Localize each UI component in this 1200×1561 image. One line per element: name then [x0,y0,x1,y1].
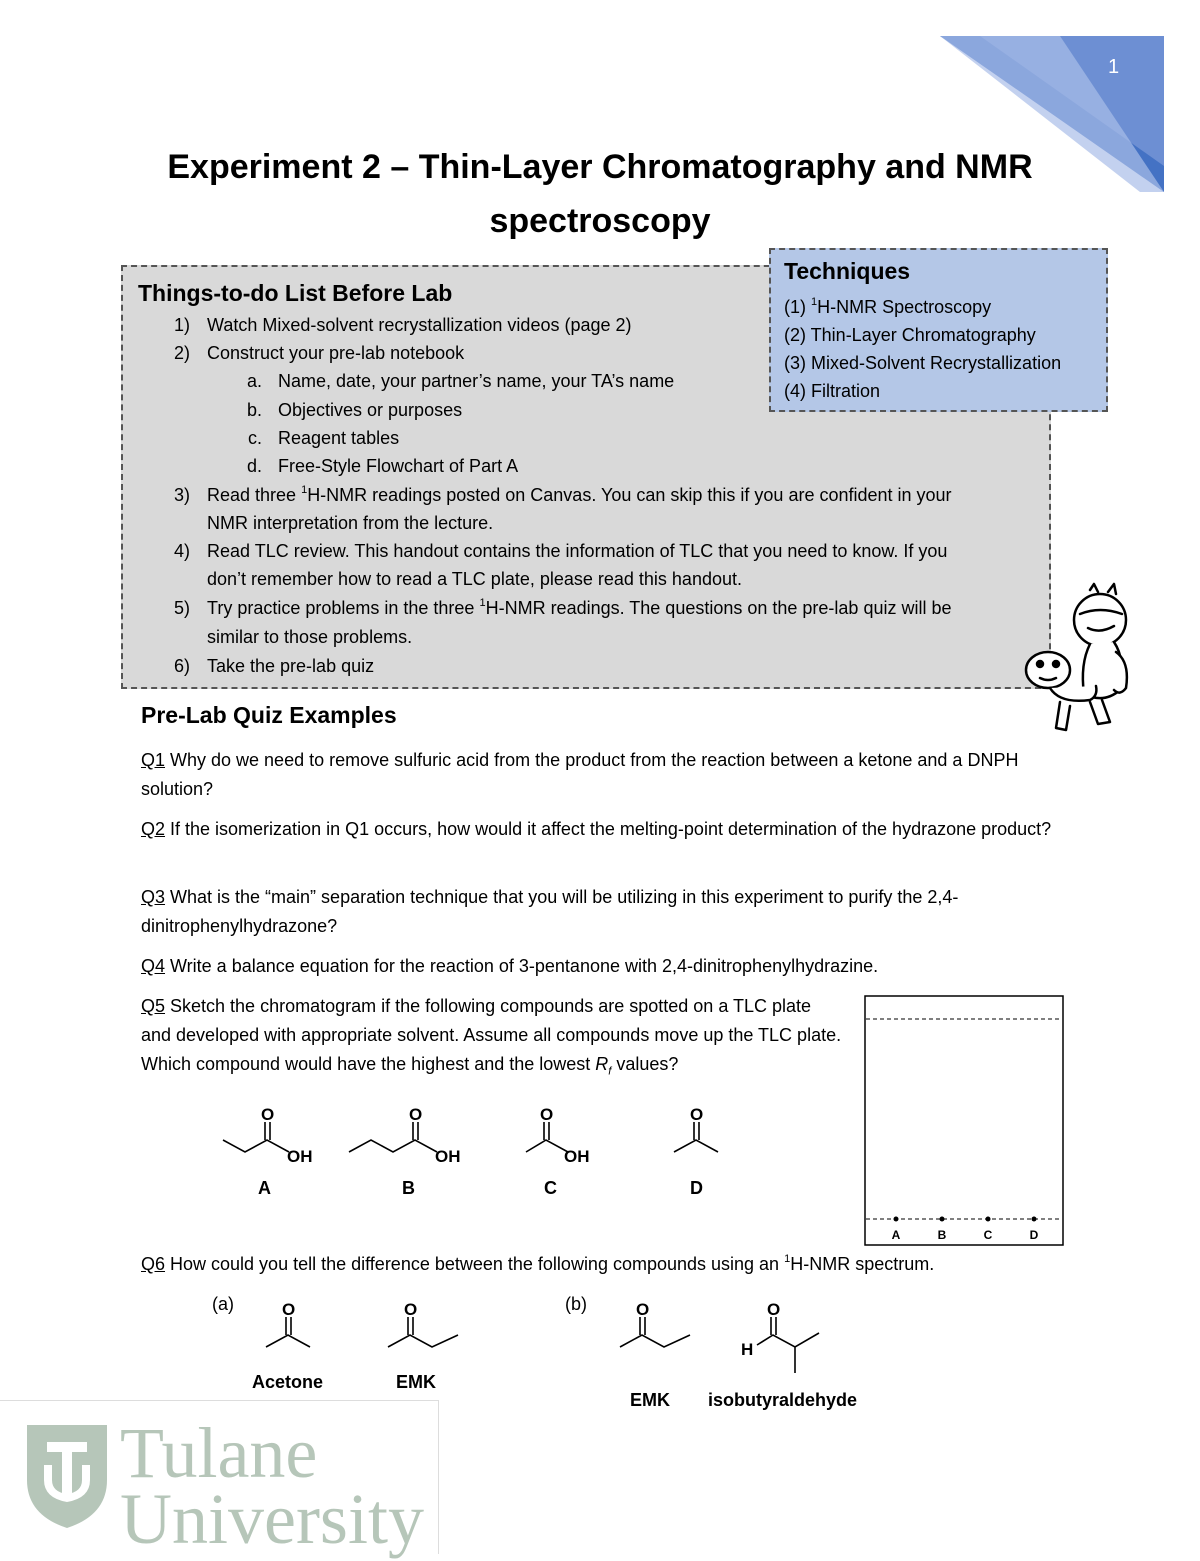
svg-text:O: O [409,1105,423,1124]
todo-subitem: Reagent tables [278,428,400,448]
todo-subitem: Objectives or purposes [278,400,463,420]
todo-item: Take the pre-lab quiz [207,656,375,676]
compound-label-acetone: Acetone [252,1372,324,1392]
technique-item: (4) Filtration [784,381,881,401]
todo-num: 2) [173,343,190,363]
todo-subnum: c. [247,428,262,448]
tlc-spot [986,1217,991,1222]
molecule-emk-b [612,1295,702,1355]
todo-item: Construct your pre-lab notebook [207,343,465,363]
tlc-spot [1032,1217,1037,1222]
svg-text:O: O [690,1105,704,1124]
compound-label-a: A [258,1178,271,1198]
compound-label-c: C [544,1178,557,1198]
todo-subitem: Name, date, your partner’s name, your TA’s name [278,371,675,391]
todo-subnum: d. [246,456,262,476]
title-line-1: Experiment 2 – Thin-Layer Chromatography and NMR [167,148,1033,186]
tlc-lane-label: B [937,1228,947,1242]
compound-label-b: B [402,1178,415,1198]
techniques-heading: Techniques [784,258,911,284]
svg-text:OH: OH [287,1147,313,1166]
tlc-lane-label: C [983,1228,993,1242]
todo-num: 6) [173,656,190,676]
tlc-spot [894,1217,899,1222]
mascot-illustration [1020,582,1130,734]
compound-label-emk-a: EMK [396,1372,436,1392]
molecule-a [215,1100,325,1170]
svg-text:O: O [540,1105,554,1124]
quiz-question-2: Q2 If the isomerization in Q1 occurs, how would it affect the melting-point determination of the hydrazone product? [141,819,1052,839]
todo-subnum: b. [246,400,262,420]
svg-text:O: O [636,1300,650,1319]
logo-text-university: University [120,1479,424,1559]
svg-text:O: O [404,1300,418,1319]
molecule-isobutyraldehyde [735,1295,835,1380]
svg-text:O: O [282,1300,296,1319]
title-line-2: spectroscopy [489,202,711,240]
logo-text-tulane: Tulane [120,1413,318,1493]
svg-text:OH: OH [564,1147,590,1166]
compound-label-isobutyraldehyde: isobutyraldehyde [708,1390,858,1410]
svg-text:OH: OH [435,1147,461,1166]
technique-item: (3) Mixed-Solvent Recrystallization [784,353,1062,373]
todo-item-cont: similar to those problems. [207,627,413,647]
tlc-plate [864,995,1065,1247]
svg-text:O: O [261,1105,275,1124]
quiz-question-6: Q6 How could you tell the difference between the following compounds using an $^1$H-NMR spectrum. [141,1253,935,1274]
molecule-d [668,1100,728,1170]
quiz-question-1: Q1 Why do we need to remove sulfuric acid from the product from the reaction between a ketone and a DNPH solution? [141,750,1019,799]
tulane-shield-icon [22,1420,112,1530]
quiz-heading: Pre-Lab Quiz Examples [141,702,397,728]
todo-num: 3) [173,485,190,505]
svg-text:H: H [741,1340,754,1359]
molecule-b [345,1100,475,1170]
todo-item: Read three $^1$H-NMR readings posted on Canvas. You can skip this if you are confident in your [207,484,952,505]
quiz-question-5: Q5 Sketch the chromatogram if the following compounds are spotted on a TLC plate and developed with appropriate solvent. Assume all compounds move up the TLC plate. Which compound would have the highest and the lowest $R_f$ values? [141,996,842,1078]
tlc-lane-label: D [1029,1228,1039,1242]
part-b-label: (b) [565,1294,587,1314]
todo-num: 1) [173,315,190,335]
molecule-acetone [258,1295,328,1355]
tlc-spot [940,1217,945,1222]
molecule-c [520,1100,610,1170]
page-title [60,140,1140,248]
todo-subnum: a. [246,371,262,391]
todo-num: 4) [173,541,190,561]
technique-item: (2) Thin-Layer Chromatography [784,325,1036,345]
part-a-label: (a) [212,1294,234,1314]
quiz-question-4: Q4 Write a balance equation for the reaction of 3-pentanone with 2,4-dinitrophenylhydrazine. [141,956,879,976]
compound-label-emk-b: EMK [630,1390,670,1410]
todo-num: 5) [173,598,190,618]
todo-item-cont: don’t remember how to read a TLC plate, please read this handout. [207,569,742,589]
todo-item-cont: NMR interpretation from the lecture. [207,513,494,533]
todo-heading: Things-to-do List Before Lab [138,280,453,306]
svg-text:O: O [767,1300,781,1319]
todo-item: Watch Mixed-solvent recrystallization videos (page 2) [207,315,632,335]
todo-subitem: Free-Style Flowchart of Part A [278,456,519,476]
page-number: 1 [1108,56,1120,78]
todo-item: Read TLC review. This handout contains the information of TLC that you need to know. If you [207,541,948,561]
molecule-emk-a [380,1295,470,1355]
compound-label-d: D [690,1178,703,1198]
tlc-lane-label: A [891,1228,901,1242]
todo-item: Try practice problems in the three $^1$H-NMR readings. The questions on the pre-lab quiz will be [207,597,952,618]
technique-item: (1) $^1$H-NMR Spectroscopy [784,296,992,317]
quiz-question-3: Q3 What is the “main” separation technique that you will be utilizing in this experiment to purify the 2,4-dinitrophenylhydrazone? [141,887,959,936]
